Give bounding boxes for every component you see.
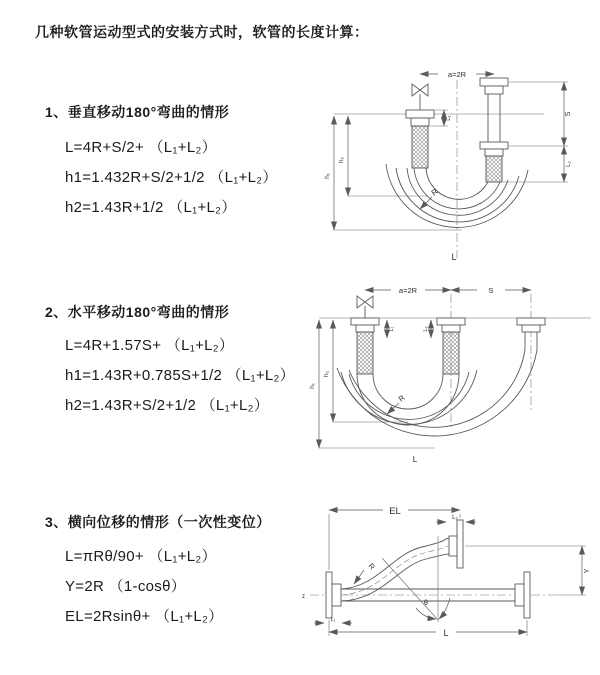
radius-label: R: [429, 186, 440, 198]
axis-mark-label: z: [302, 594, 305, 600]
radius-callout: [387, 393, 407, 414]
dim-label-l1: L₁: [389, 326, 395, 332]
section-heading: 2、水平移动180°弯曲的情形: [45, 304, 230, 320]
formula-line: h2=1.43R+S/2+1/2 （L₁+L₂）: [65, 397, 270, 414]
formula-line: h1=1.432R+S/2+1/2 （L₁+L₂）: [65, 169, 278, 186]
dimension-l2: [503, 146, 572, 182]
formula-line: L=πRθ/90+ （L₁+L₂）: [65, 548, 217, 565]
dim-label-l2: L₂: [566, 161, 572, 167]
dim-label-a2r: a=2R: [447, 70, 467, 79]
diagram-horizontal-180-bend: [303, 280, 598, 475]
middle-fitting: [437, 318, 465, 374]
dim-label-l1: L₁: [446, 115, 452, 121]
dimension-l: [329, 620, 527, 638]
braided-hose-segment: [443, 332, 459, 374]
length-label: L: [412, 455, 418, 464]
angle-label: θ: [424, 600, 428, 607]
dimension-el: [329, 506, 460, 570]
braided-hose-segment: [486, 156, 502, 182]
left-fitting: [406, 110, 434, 168]
valve-icon: [412, 84, 428, 110]
section-horizontal-move: [45, 302, 315, 432]
left-fitting: [351, 318, 379, 374]
dimension-l2: [436, 515, 476, 522]
dimension-l1: [387, 320, 395, 338]
radius-label: R: [366, 561, 377, 572]
dimension-h1: [324, 116, 462, 230]
section-vertical-move: [45, 102, 315, 232]
dimension-s: [451, 286, 531, 295]
section-heading: 1、垂直移动180°弯曲的情形: [45, 104, 230, 120]
hose-s-curve: [341, 538, 449, 601]
dim-label-el: EL: [389, 506, 401, 517]
section-lateral-displacement: [45, 512, 315, 642]
section-heading: 3、横向位移的情形（一次性变位）: [45, 514, 271, 530]
formula-line: L=4R+S/2+ （L₁+L₂）: [65, 139, 217, 156]
valve-icon: [357, 296, 373, 318]
dim-label-h2: h₂: [323, 370, 330, 378]
radius-callout: [354, 562, 377, 584]
formula-line: h1=1.43R+0.785S+1/2 （L₁+L₂）: [65, 367, 295, 384]
right-fitting: [480, 78, 508, 182]
dim-label-l2: L₂: [452, 515, 458, 521]
dim-label-s: S: [565, 111, 572, 117]
dim-label-s: S: [488, 286, 494, 295]
dim-label-l: L: [443, 628, 449, 638]
dim-label-h1: h₁: [309, 383, 316, 389]
braided-hose-segment: [412, 126, 428, 168]
length-label: L: [451, 252, 457, 262]
radius-label: R: [396, 393, 407, 404]
braided-hose-segment: [357, 332, 373, 374]
dimension-l2: [423, 320, 431, 338]
diagram-vertical-180-bend: [312, 64, 597, 264]
dimension-a2r: [365, 286, 451, 295]
dim-label-h2: h₂: [338, 156, 345, 164]
dim-label-l2: L₂: [423, 326, 429, 332]
dim-label-h1: h₁: [324, 173, 331, 179]
formula-line: Y=2R （1-cosθ）: [65, 578, 187, 595]
formula-line: h2=1.43R+1/2 （L₁+L₂）: [65, 199, 237, 216]
formula-line: EL=2Rsinθ+ （L₁+L₂）: [65, 608, 224, 625]
dim-label-a2r: a=2R: [398, 286, 418, 295]
hose-arcs: [341, 370, 477, 425]
dim-label-l1: L₁: [330, 617, 336, 623]
dim-label-y: Y: [584, 568, 591, 574]
diagram-lateral-displacement: [298, 500, 598, 642]
formula-line: L=4R+1.57S+ （L₁+L₂）: [65, 337, 235, 354]
displaced-flange: [449, 520, 463, 568]
dimension-l1: [314, 617, 352, 623]
left-flange: [326, 572, 341, 618]
page-title: 几种软管运动型式的安装方式时，软管的长度计算：: [35, 24, 369, 40]
